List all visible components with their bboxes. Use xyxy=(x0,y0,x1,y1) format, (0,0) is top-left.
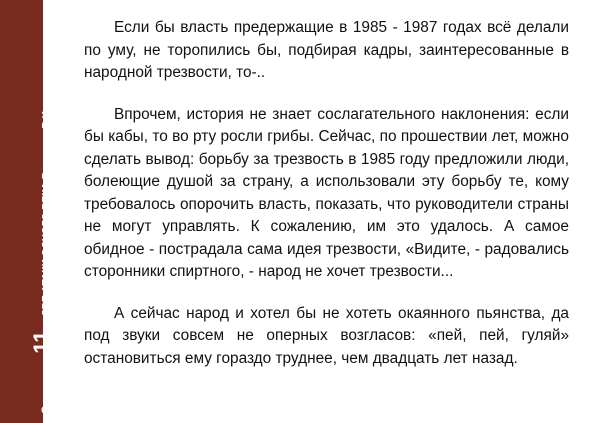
book-title: ДВЕ АТАКИ ОДНОГО ВЕКА Вардугин В.И. xyxy=(41,108,52,317)
page-sidebar xyxy=(0,0,54,423)
page-label: Страница xyxy=(40,359,52,414)
sidebar-caption xyxy=(29,108,55,414)
page-body xyxy=(84,17,569,389)
paragraph-3: А сейчас народ и хотел бы не хотеть окаянного пьянства, да под звуки совсем не оперных возгласов: «пей, пей, гуляй» остановиться ему гораздо труднее, чем двадцать лет назад. xyxy=(84,304,569,367)
paragraph-1: Если бы власть предержащие в 1985 - 1987 годах всё делали по уму, не торопились бы, подбирая кадры, заинтересованные в народной трезвости, то-.. xyxy=(84,19,569,81)
page-number: 11 xyxy=(29,330,54,354)
paragraph-2: Впрочем, история не знает сослагательного наклонения: если бы кабы, то во рту росли грибы. Сейчас, по прошествии лет, можно сделать вывод: борьбу за трезвость в 1985 году предложили люди, болеющие душой за страну, а использовали эту борьбу те, кому требовалось опорочить власть, показать, что руководители страны не могут управлять. К сожалению, им это удалось. А самое обидное - пострадала сама идея трезвости, «Видите, - радовались сторонники спиртного, - народ не хочет трезвости... xyxy=(84,105,569,280)
